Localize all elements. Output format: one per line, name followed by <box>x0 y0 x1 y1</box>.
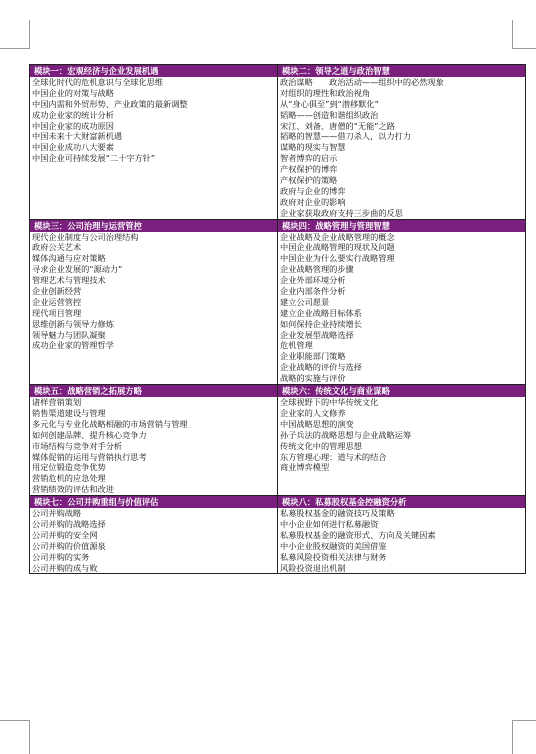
topic-item: 谋略的现实与智慧 <box>280 142 346 153</box>
topic-item: 用定位锻造竞争优势 <box>32 462 106 473</box>
topic-item: 全球视野下的中华传统文化 <box>280 397 379 408</box>
topic-item: 私募股权基金的融资技巧及策略 <box>280 508 395 519</box>
module-5-topic-list <box>30 397 277 495</box>
topic-item: 企业家的人文修养 <box>280 407 346 418</box>
topic-item: 政府对企业的影响 <box>280 196 346 207</box>
topic-item: 如何保持企业持续增长 <box>280 318 362 329</box>
topic-item: 中国内需和外贸形势、产业政策的最新调整 <box>32 98 188 109</box>
topic-item: 中国企业成功八大要素 <box>32 142 114 153</box>
course-modules-table <box>29 64 526 574</box>
crop-mark-top-right-v <box>512 20 513 49</box>
topic-item: 成功企业家的管理哲学 <box>32 340 114 351</box>
topic-item: 公司并购战略 <box>32 508 82 519</box>
modules-row-4 <box>30 496 526 574</box>
module-1-topic-list <box>30 77 277 164</box>
topic-item: 营销绩效的评估和改进 <box>32 484 114 495</box>
topic-item: 中国企业可持续发展“二十字方针” <box>32 153 156 164</box>
topic-item: 中国企业的对策与战略 <box>32 87 114 98</box>
topic-item: 中国未来十大财富新机遇 <box>32 131 123 142</box>
topic-item: 全球化时代的危机意识与全球化思维 <box>32 77 164 87</box>
modules-row-2 <box>30 219 526 384</box>
module-4-topic-list <box>278 232 525 384</box>
modules-row-1 <box>30 65 526 220</box>
topic-item: 宋江、刘备、唐僧的“无能”之路 <box>280 120 395 131</box>
topic-item: 企业战略管理的步骤 <box>280 264 354 275</box>
module-3-cell <box>30 219 278 384</box>
topic-item: 企业内部条件分析 <box>280 286 346 297</box>
topic-item: 领导魅力与团队凝聚 <box>32 329 106 340</box>
topic-item: 管理艺术与管理技术 <box>32 275 106 286</box>
topic-item: 企业战略的评价与选择 <box>280 362 362 373</box>
topic-item: 韬略——创造和谐组织政治 <box>280 109 379 120</box>
crop-mark-bottom-right-h <box>512 720 536 721</box>
topic-item: 如何创建品牌、提升核心竞争力 <box>32 429 147 440</box>
crop-mark-top-right-h <box>512 48 536 49</box>
crop-mark-top-left-h <box>0 48 29 49</box>
topic-item: 战略的实施与评价 <box>280 373 346 384</box>
topic-item: 政府公关艺术 <box>32 242 82 253</box>
topic-item: 商业博弈模型 <box>280 462 330 473</box>
module-4-cell <box>278 219 526 384</box>
module-7-topic-list <box>30 508 277 573</box>
topic-item: 媒体促销的运用与营销执行思考 <box>32 451 147 462</box>
topic-item: 公司并购的战略选择 <box>32 518 106 529</box>
module-3-title: 模块三：公司治理与运营管控 <box>30 220 277 232</box>
topic-item: 产权保护的博弈 <box>280 164 338 175</box>
crop-mark-bottom-right-v <box>512 720 513 754</box>
topic-item: 危机管理 <box>280 340 313 351</box>
topic-item: 孙子兵法的战略思想与企业战略运筹 <box>280 429 412 440</box>
topic-item: 多元化与专业化战略相融的市场营销与管理 <box>32 418 188 429</box>
modules-row-3 <box>30 385 526 496</box>
module-2-title: 模块二：领导之道与政治智慧 <box>278 65 525 77</box>
module-7-title: 模块七：公司并购重组与价值评估 <box>30 496 277 508</box>
module-1-cell <box>30 65 278 220</box>
topic-item: 中国企业为什么要实行战略管理 <box>280 253 395 264</box>
module-6-topic-list <box>278 397 525 473</box>
topic-item: 政治谋略 政治活动——组织中的必然现象 <box>280 77 444 87</box>
topic-item: 中国企业家的成功原因 <box>32 120 114 131</box>
topic-item: 韬略的智慧——借刀杀人，以力打力 <box>280 131 412 142</box>
crop-mark-bottom-left-h <box>0 720 29 721</box>
topic-item: 公司并购的实务 <box>32 551 90 562</box>
topic-item: 诸样营销策划 <box>32 397 82 408</box>
topic-item: 中小企业如何进行私募融资 <box>280 518 379 529</box>
topic-item: 企业战略及企业战略管理的概念 <box>280 231 395 242</box>
module-8-topic-list <box>278 508 525 573</box>
topic-item: 现代项目管理 <box>32 307 82 318</box>
module-5-cell <box>30 385 278 496</box>
topic-item: 智者博弈的启示 <box>280 153 338 164</box>
topic-item: 成功企业家的统计分析 <box>32 109 114 120</box>
topic-item: 思维创新与领导力修炼 <box>32 318 114 329</box>
topic-item: 企业运营管控 <box>32 296 82 307</box>
module-4-title: 模块四：战略管理与管理智慧 <box>278 220 525 232</box>
topic-item: 对组织的理性和政治视角 <box>280 87 371 98</box>
topic-item: 私募风险投资相关法律与财务 <box>280 551 387 562</box>
module-5-title: 模块五：战略营销之拓展方略 <box>30 385 277 397</box>
topic-item: 东方管理心理：道与术的结合 <box>280 451 387 462</box>
module-8-title: 模块八：私募股权基金控融资分析 <box>278 496 525 508</box>
topic-item: 企业发展型战略选择 <box>280 329 354 340</box>
module-2-topic-list <box>278 77 525 219</box>
topic-item: 中国企业战略管理的现状及问题 <box>280 242 395 253</box>
module-8-cell <box>278 496 526 574</box>
topic-item: 企业创新经营 <box>32 286 82 297</box>
crop-mark-top-left-v <box>29 20 30 49</box>
module-7-cell <box>30 496 278 574</box>
topic-item: 建立企业战略目标体系 <box>280 307 362 318</box>
topic-item: 中国战略思想的演变 <box>280 418 354 429</box>
topic-item: 中小企业股权融资的美国借鉴 <box>280 540 387 551</box>
topic-item: 公司并购的安全网 <box>32 529 98 540</box>
topic-item: 现代企业制度与公司治理结构 <box>32 231 139 242</box>
topic-item: 私募股权基金的融资形式、方向及关键因素 <box>280 529 436 540</box>
topic-item: 寻求企业发展的“源动力” <box>32 264 123 275</box>
module-1-title: 模块一：宏观经济与企业发展机遇 <box>30 65 277 77</box>
topic-item: 公司并购的成与败 <box>32 562 98 573</box>
topic-item: 销售渠道建设与管理 <box>32 407 106 418</box>
topic-item: 媒体沟通与应对策略 <box>32 253 106 264</box>
topic-item: 建立公司愿景 <box>280 296 330 307</box>
topic-item: 营销危机的应急处理 <box>32 473 106 484</box>
topic-item: 市场结构与竞争对手分析 <box>32 440 123 451</box>
topic-item: 企业家获取政府支持三步曲的反思 <box>280 207 403 218</box>
module-6-title: 模块六：传统文化与商业谋略 <box>278 385 525 397</box>
topic-item: 传统文化中的管理思想 <box>280 440 362 451</box>
module-2-cell <box>278 65 526 220</box>
topic-item: 公司并购的价值源泉 <box>32 540 106 551</box>
module-6-cell <box>278 385 526 496</box>
topic-item: 企业职能部门策略 <box>280 351 346 362</box>
crop-mark-bottom-left-v <box>29 720 30 754</box>
topic-item: 产权保护的策略 <box>280 175 338 186</box>
topic-item: 风险投资退出机制 <box>280 562 346 573</box>
topic-item: 政府与企业的博弈 <box>280 185 346 196</box>
topic-item: 企业外部环境分析 <box>280 275 346 286</box>
topic-item: 从“身心俱至”到“潜移默化” <box>280 98 379 109</box>
module-3-topic-list <box>30 232 277 352</box>
